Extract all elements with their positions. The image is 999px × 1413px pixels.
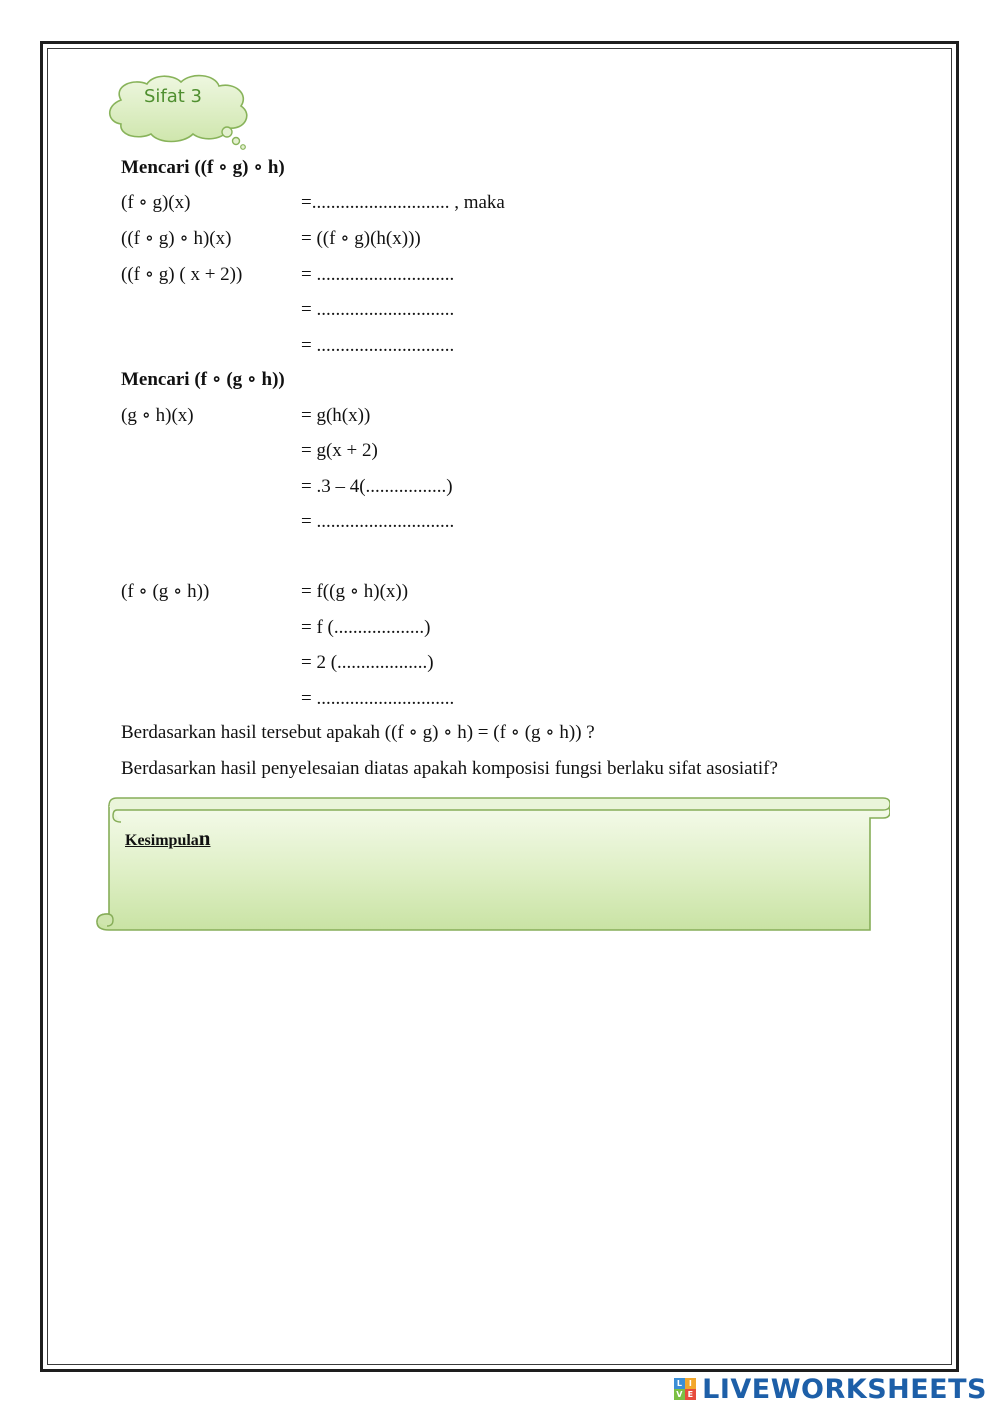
s2-row2-right: = g(x + 2) [301,440,378,461]
s2-row1-left: (g ∘ h)(x) [121,405,194,426]
s1-row2-left: ((f ∘ g) ∘ h)(x) [121,228,232,249]
s2b-row3-answer[interactable]: = 2 (...................) [301,652,434,673]
question-2: Berdasarkan hasil penyelesaian diatas apakah komposisi fungsi berlaku sifat asosiatif? [121,758,778,779]
s1-row5-answer[interactable]: = ............................. [301,335,455,356]
conclusion-label: Kesimpulan [125,826,211,850]
s1-row1-right: =............................. , maka [301,192,505,213]
s2b-row1-left: (f ∘ (g ∘ h)) [121,581,210,602]
s1-row2-right: = ((f ∘ g)(h(x))) [301,228,421,249]
s2-row1-right: = g(h(x)) [301,405,371,426]
section2-heading: Mencari (f ∘ (g ∘ h)) [121,369,285,390]
s2b-row2-answer[interactable]: = f (...................) [301,617,431,638]
question-1: Berdasarkan hasil tersebut apakah ((f ∘ g) ∘ h) = (f ∘ (g ∘ h)) ? [121,722,595,743]
liveworksheets-logo-icon: L I V E [674,1378,696,1400]
s1-row3-left: ((f ∘ g) ( x + 2)) [121,264,243,285]
s2b-row4-answer[interactable]: = ............................. [301,688,455,709]
badge-label: Sifat 3 [143,86,203,107]
cloud-badge-shape [103,72,253,152]
s1-row4-answer[interactable]: = ............................. [301,299,455,320]
s2-row4-answer[interactable]: = ............................. [301,511,455,532]
brand-text: LIVEWORKSHEETS [702,1373,987,1405]
s1-row1-left: (f ∘ g)(x) [121,192,191,213]
s1-row3-answer[interactable]: = ............................. [301,264,455,285]
liveworksheets-brand [674,1373,987,1405]
s2b-row1-right: = f((g ∘ h)(x)) [301,581,409,602]
conclusion-scroll-shape [95,796,890,936]
section1-heading: Mencari ((f ∘ g) ∘ h) [121,157,285,178]
s2-row3-answer[interactable]: = .3 – 4(.................) [301,476,453,497]
